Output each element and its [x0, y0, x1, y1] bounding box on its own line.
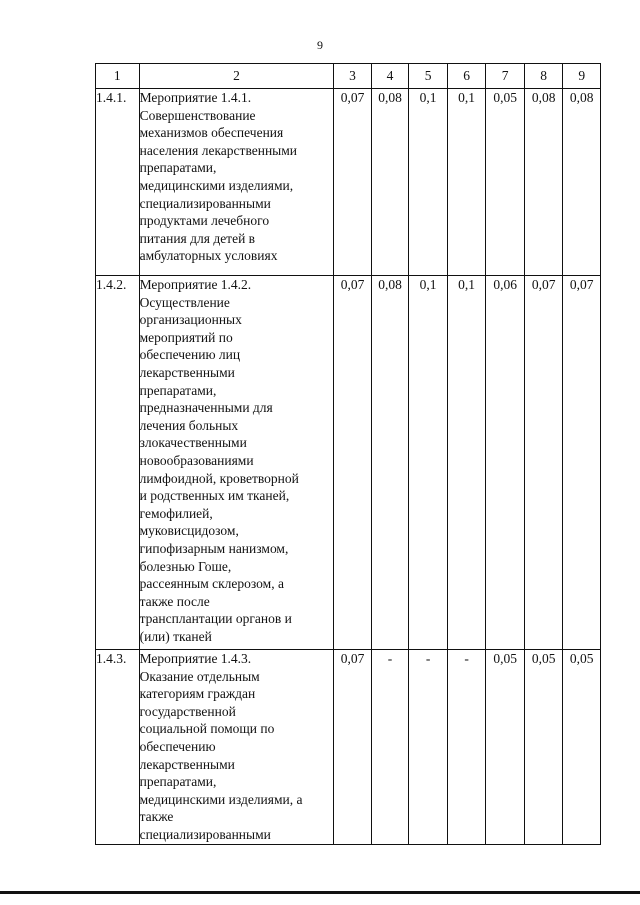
description-line: предназначенными для — [139, 400, 273, 416]
description-line: Совершенствование — [139, 107, 256, 123]
scan-bottom-edge — [0, 891, 640, 894]
value-cell: 0,05 — [563, 650, 601, 845]
description-line: Мероприятие 1.4.3. — [139, 651, 252, 666]
description-line: лекарственными — [139, 364, 235, 380]
header-row — [96, 64, 601, 89]
header-cell: 6 — [447, 64, 486, 89]
header-cell: 2 — [139, 64, 334, 89]
description-cell — [139, 276, 334, 650]
description-line: организационных — [139, 312, 242, 328]
row-number-cell: 1.4.1. — [96, 89, 140, 276]
value-cell: 0,07 — [334, 89, 372, 276]
value-cell: 0,08 — [563, 89, 601, 276]
description-line: Оказание отдельным — [139, 668, 260, 684]
description-line: социальной помощи по — [139, 721, 275, 737]
description-line: препаратами, — [139, 382, 217, 398]
value-cell: 0,05 — [486, 650, 525, 845]
description-line: Осуществление — [139, 294, 230, 310]
header-cell: 5 — [409, 64, 448, 89]
description-cell — [139, 650, 334, 845]
value-cell: 0,07 — [563, 276, 601, 650]
description-line: гипофизарным нанизмом, — [139, 540, 289, 556]
table-row — [96, 650, 601, 845]
description-cell — [139, 89, 334, 276]
description-line: медицинскими изделиями, — [139, 177, 294, 193]
value-cell: 0,07 — [334, 650, 372, 845]
description-line: лекарственными — [139, 756, 235, 772]
description-line: медицинскими изделиями, а — [139, 791, 303, 807]
value-cell: - — [447, 650, 486, 845]
description-line: рассеянным склерозом, а — [139, 576, 284, 592]
value-cell: 0,05 — [486, 89, 525, 276]
description-line: также после — [139, 593, 210, 609]
description-line: Мероприятие 1.4.1. — [139, 90, 252, 105]
table-row — [96, 276, 601, 650]
header-cell: 1 — [96, 64, 140, 89]
description-line: муковисцидозом, — [139, 523, 239, 539]
description-line: продуктами лечебного — [139, 213, 270, 229]
value-cell: 0,08 — [371, 276, 409, 650]
value-cell: 0,07 — [334, 276, 372, 650]
description-line: и родственных им тканей, — [139, 488, 290, 504]
value-cell: 0,08 — [371, 89, 409, 276]
value-cell: 0,07 — [524, 276, 563, 650]
value-cell: 0,1 — [447, 89, 486, 276]
description-line: болезнью Гоше, — [139, 558, 232, 574]
description-line: лечения больных — [139, 417, 239, 433]
value-cell: 0,08 — [524, 89, 563, 276]
header-cell: 7 — [486, 64, 525, 89]
description-line: обеспечению лиц — [139, 347, 241, 363]
value-cell: 0,1 — [447, 276, 486, 650]
measures-table — [95, 63, 601, 845]
description-line: (или) тканей — [139, 628, 212, 644]
description-line: мероприятий по — [139, 329, 233, 345]
description-line: механизмов обеспечения — [139, 125, 284, 141]
value-cell: 0,1 — [409, 276, 448, 650]
header-cell: 4 — [371, 64, 409, 89]
table-row — [96, 89, 601, 276]
page-number: 9 — [317, 38, 323, 52]
description-line: новообразованиями — [139, 452, 254, 468]
value-cell: - — [371, 650, 409, 845]
description-line: злокачественными — [139, 435, 247, 451]
description-line: категориям граждан — [139, 686, 256, 702]
header-cell: 8 — [524, 64, 563, 89]
value-cell: 0,1 — [409, 89, 448, 276]
description-line: препаратами, — [139, 160, 217, 176]
row-number-cell: 1.4.2. — [96, 276, 140, 650]
description-line: специализированными — [139, 195, 271, 211]
value-cell: - — [409, 650, 448, 845]
description-line: гемофилией, — [139, 505, 213, 521]
description-line: государственной — [139, 703, 236, 719]
header-cell: 3 — [334, 64, 372, 89]
description-line: препаратами, — [139, 774, 217, 790]
description-line: обеспечению — [139, 738, 216, 754]
description-line: населения лекарственными — [139, 142, 298, 158]
description-line: также — [139, 809, 174, 825]
value-cell: 0,05 — [524, 650, 563, 845]
value-cell: 0,06 — [486, 276, 525, 650]
header-cell: 9 — [563, 64, 601, 89]
description-line: амбулаторных условиях — [139, 248, 278, 264]
description-line: лимфоидной, кроветворной — [139, 470, 299, 486]
row-number-cell: 1.4.3. — [96, 650, 140, 845]
description-line: Мероприятие 1.4.2. — [139, 277, 252, 292]
description-line: питания для детей в — [139, 230, 256, 246]
description-line: трансплантации органов и — [139, 611, 292, 627]
description-line: специализированными — [139, 826, 271, 842]
